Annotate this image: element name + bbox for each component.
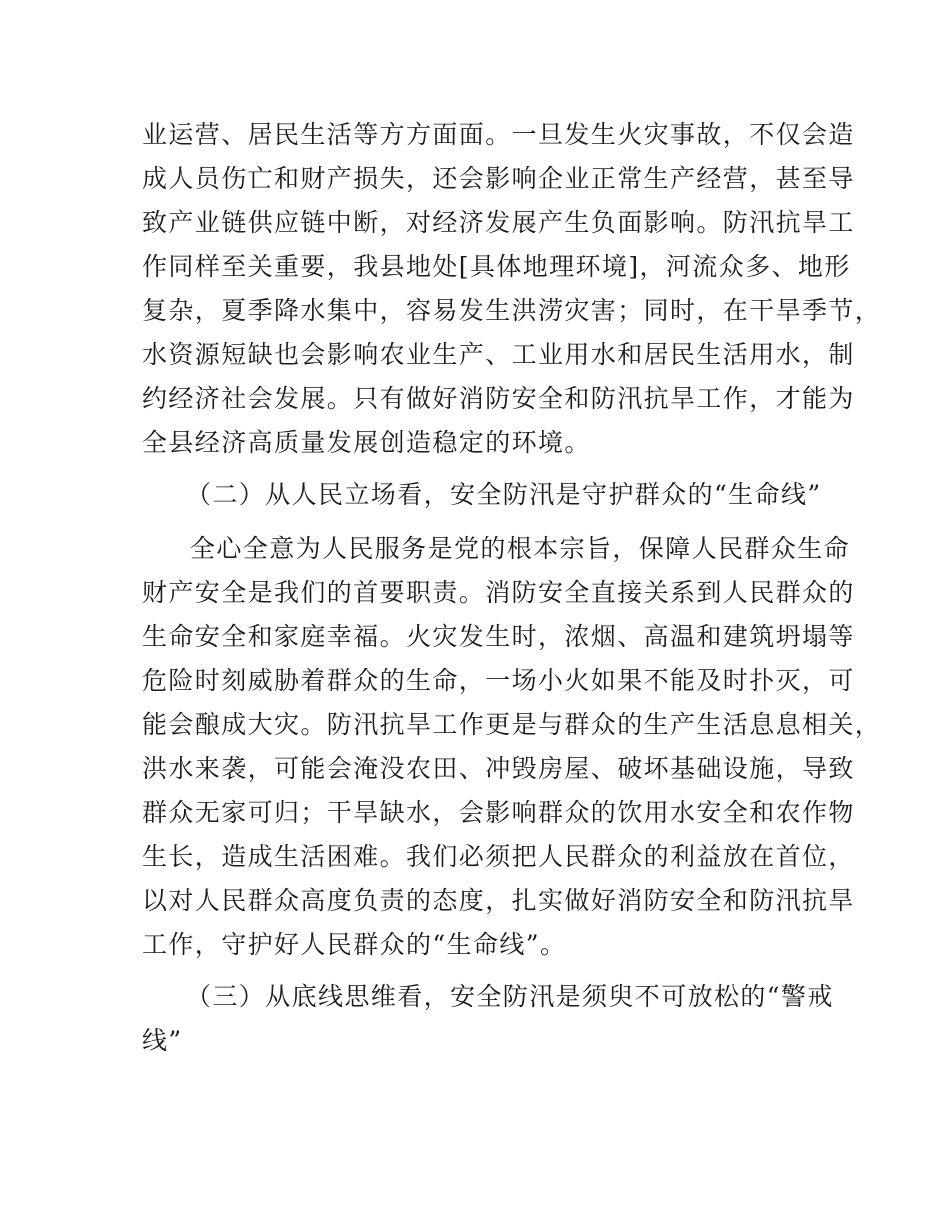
text-line: 成人员伤亡和财产损失，还会影响企业正常生产经营，甚至导 <box>142 164 855 193</box>
text-line: 全心全意为人民服务是党的根本宗旨，保障人民群众生命 <box>190 534 851 563</box>
text-line: 致产业链供应链中断，对经济发展产生负面影响。防汛抗旱工 <box>142 208 855 237</box>
text-line: 生命安全和家庭幸福。火灾发生时，浓烟、高温和建筑坍塌等 <box>142 622 855 651</box>
text-line: 全县经济高质量发展创造稳定的环境。 <box>142 428 591 457</box>
heading-line: 线” <box>142 1026 183 1055</box>
text-line: 约经济社会发展。只有做好消防安全和防汛抗旱工作，才能为 <box>142 384 855 413</box>
text-line: 业运营、居民生活等方方面面。一旦发生火灾事故，不仅会造 <box>142 120 855 149</box>
text-line: 能会酿成大灾。防汛抗旱工作更是与群众的生产生活息息相关， <box>142 710 882 739</box>
text-line: 复杂，夏季降水集中，容易发生洪涝灾害；同时，在干旱季节， <box>142 296 882 325</box>
text-line: 群众无家可归；干旱缺水，会影响群众的饮用水安全和农作物 <box>142 798 855 827</box>
text-line: 洪水来袭，可能会淹没农田、冲毁房屋、破坏基础设施，导致 <box>142 754 855 783</box>
text-line: 水资源短缺也会影响农业生产、工业用水和居民生活用水，制 <box>142 340 855 369</box>
text-line: 以对人民群众高度负责的态度，扎实做好消防安全和防汛抗旱 <box>142 886 855 915</box>
text-line: 工作，守护好人民群众的“生命线”。 <box>142 930 567 959</box>
text-line: 财产安全是我们的首要职责。消防安全直接关系到人民群众的 <box>142 578 855 607</box>
section-heading-2: （二）从人民立场看，安全防汛是守护群众的“生命线” <box>186 480 822 509</box>
text-line: 危险时刻威胁着群众的生命，一场小火如果不能及时扑灭，可 <box>142 666 855 695</box>
text-line: 作同样至关重要，我县地处[具体地理环境]，河流众多、地形 <box>142 252 851 281</box>
heading-line: （三）从底线思维看，安全防汛是须臾不可放松的“警戒 <box>186 982 834 1011</box>
text-line: 生长，造成生活困难。我们必须把人民群众的利益放在首位， <box>142 842 855 871</box>
